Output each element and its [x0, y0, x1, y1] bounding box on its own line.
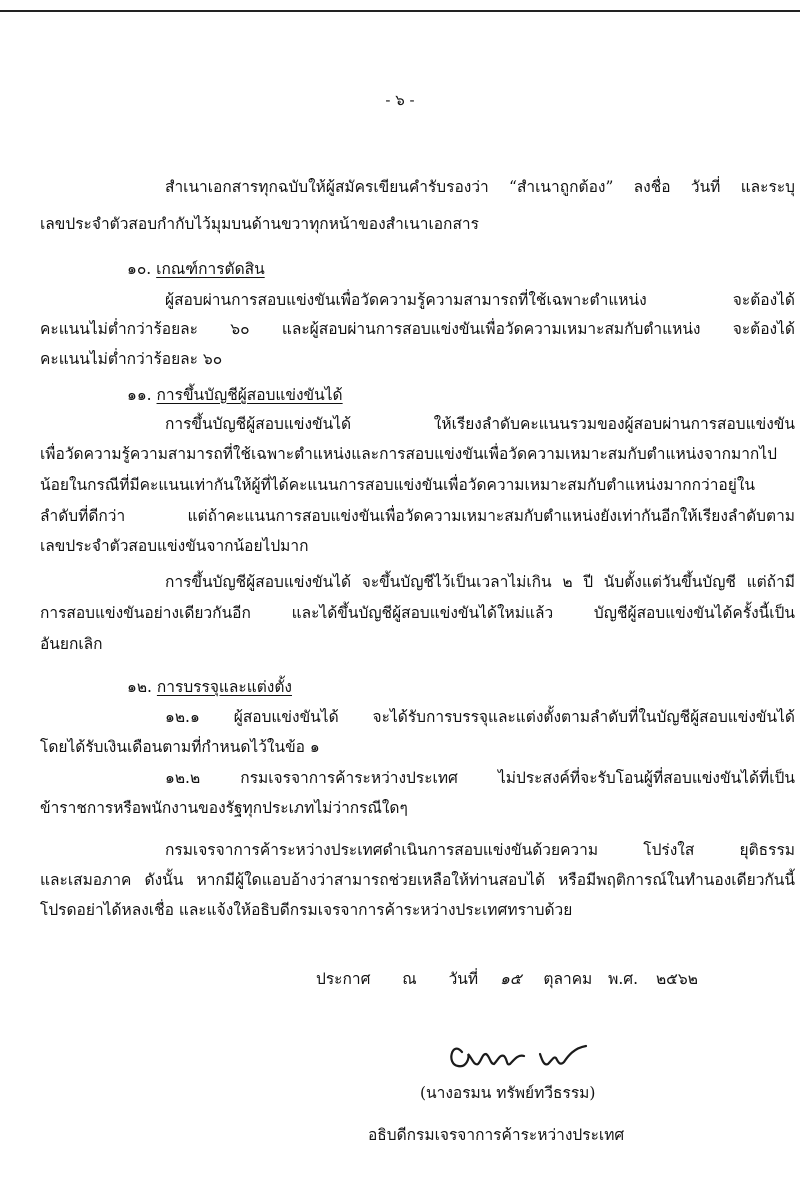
section-11-title: การขึ้นบัญชีผู้สอบแข่งขันได้	[156, 386, 343, 404]
announcement-word: ประกาศ	[316, 970, 371, 988]
section-10-number: ๑๐.	[127, 260, 152, 278]
section-12-number: ๑๒.	[127, 678, 152, 696]
announcement-month: ตุลาคม	[543, 970, 593, 988]
closing-line-2: และเสมอภาค ดังนั้น หากมีผู้ใดแอบอ้างว่าสามารถช่วยเหลือให้ท่านสอบได้ หรือมีพฤติการณ์ในทำนองเดียวกันนี้	[40, 871, 795, 889]
top-border-line	[0, 10, 800, 12]
announcement-line	[316, 968, 698, 990]
section-10-heading	[127, 258, 265, 280]
closing-line-1: กรมเจรจาการค้าระหว่างประเทศดำเนินการสอบแข่งขันด้วยความ โปร่งใส ยุติธรรม	[165, 841, 795, 859]
section-10-line-1: ผู้สอบผ่านการสอบแข่งขันเพื่อวัดความรู้ความสามารถที่ใช้เฉพาะตำแหน่ง จะต้องได้	[165, 291, 795, 309]
section-11-p2-line-2: การสอบแข่งขันอย่างเดียวกันอีก และได้ขึ้นบัญชีผู้สอบแข่งขันได้ใหม่แล้ว บัญชีผู้สอบแข่งขันได้ครั้งนี้เป็น	[40, 604, 795, 622]
section-11-p2-line-1: การขึ้นบัญชีผู้สอบแข่งขันได้ จะขึ้นบัญชีไว้เป็นเวลาไม่เกิน ๒ ปี นับตั้งแต่วันขึ้นบัญชี แต่ถ้ามี	[165, 573, 795, 591]
announcement-year: ๒๕๖๒	[655, 970, 698, 988]
section-11-p2-line-3: อันยกเลิก	[40, 635, 103, 653]
section-11-p1-line-2: เพื่อวัดความรู้ความสามารถที่ใช้เฉพาะตำแหน่งและการสอบแข่งขันเพื่อวัดความเหมาะสมกับตำแหน่งจากมากไป	[40, 445, 777, 463]
signature-image	[448, 1030, 598, 1080]
announcement-day-label: วันที่	[448, 970, 479, 988]
section-11-p1-line-1: การขึ้นบัญชีผู้สอบแข่งขันได้ ให้เรียงลำดับคะแนนรวมของผู้สอบผ่านการสอบแข่งขัน	[165, 415, 795, 433]
section-12-title: การบรรจุและแต่งตั้ง	[156, 678, 292, 696]
signatory-name: (นางอรมน ทรัพย์ทวีธรรม)	[420, 1084, 596, 1102]
section-10-line-2: คะแนนไม่ต่ำกว่าร้อยละ ๖๐ และผู้สอบผ่านการสอบแข่งขันเพื่อวัดความเหมาะสมกับตำแหน่ง จะต้องได้	[40, 320, 795, 338]
section-12-1-line-2: โดยได้รับเงินเดือนตามที่กำหนดไว้ในข้อ ๑	[40, 738, 320, 756]
page-number: - ๖ -	[385, 91, 415, 109]
announcement-day: ๑๕	[499, 970, 522, 988]
closing-line-3: โปรดอย่าได้หลงเชื่อ และแจ้งให้อธิบดีกรมเจรจาการค้าระหว่างประเทศทราบด้วย	[40, 901, 573, 919]
section-11-p1-line-4: ลำดับที่ดีกว่า แต่ถ้าคะแนนการสอบแข่งขันเพื่อวัดความเหมาะสมกับตำแหน่งยังเท่ากันอีกให้เรียงลำดับตาม	[40, 507, 795, 525]
section-12-2-line-1: ๑๒.๒ กรมเจรจาการค้าระหว่างประเทศ ไม่ประสงค์ที่จะรับโอนผู้ที่สอบแข่งขันได้ที่เป็น	[165, 769, 795, 787]
signatory-position: อธิบดีกรมเจรจาการค้าระหว่างประเทศ	[368, 1126, 625, 1144]
announcement-era: พ.ศ.	[608, 970, 639, 988]
section-12-1-line-1: ๑๒.๑ ผู้สอบแข่งขันได้ จะได้รับการบรรจุและแต่งตั้งตามลำดับที่ในบัญชีผู้สอบแข่งขันได้	[165, 708, 795, 726]
section-11-p1-line-3: น้อยในกรณีที่มีคะแนนเท่ากันให้ผู้ที่ได้คะแนนการสอบแข่งขันเพื่อวัดความเหมาะสมกับตำแหน่งมากกว่าอยู่ใน	[40, 476, 755, 494]
intro-line-1: สำเนาเอกสารทุกฉบับให้ผู้สมัครเขียนคำรับรองว่า “สำเนาถูกต้อง” ลงชื่อ วันที่ และระบุ	[165, 178, 795, 196]
section-10-title: เกณฑ์การตัดสิน	[156, 260, 265, 278]
section-11-p1-line-5: เลขประจำตัวสอบแข่งขันจากน้อยไปมาก	[40, 537, 309, 555]
section-12-2-line-2: ข้าราชการหรือพนักงานของรัฐทุกประเภทไม่ว่ากรณีใดๆ	[40, 799, 408, 817]
section-10-line-3: คะแนนไม่ต่ำกว่าร้อยละ ๖๐	[40, 350, 223, 368]
announcement-at: ณ	[402, 970, 417, 988]
section-11-number: ๑๑.	[127, 386, 152, 404]
intro-line-2: เลขประจำตัวสอบกำกับไว้มุมบนด้านขวาทุกหน้าของสำเนาเอกสาร	[40, 215, 479, 233]
section-11-heading	[127, 384, 343, 406]
section-12-heading	[127, 676, 292, 698]
